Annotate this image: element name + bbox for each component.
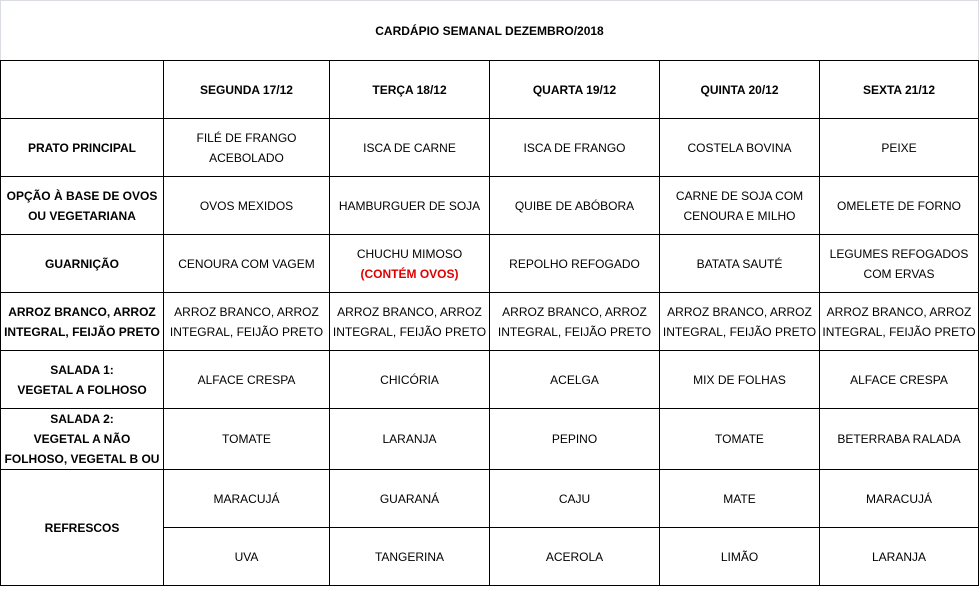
menu-row [1,409,979,470]
menu-cell-line: CARNE DE SOJA COM [675,188,804,203]
menu-cell-line: ACELGA [550,372,599,387]
menu-row [1,177,979,235]
row-label-line: GUARNIÇÃO [45,256,119,271]
menu-cell [490,293,660,351]
menu-cell-line: ACEBOLADO [209,150,284,165]
menu-cell [490,119,660,177]
row-label-line: PRATO PRINCIPAL [27,140,136,155]
menu-cell-line: ALFACE CRESPA [197,372,296,387]
row-label-line: SALADA 2: [50,412,114,426]
drink-cell: CAJU [490,470,660,528]
refrescos-row-1 [1,470,979,528]
menu-cell [820,351,979,409]
menu-cell-line: LARANJA [382,432,437,446]
menu-cell [660,177,820,235]
allergen-note: (CONTÉM OVOS) [360,266,459,281]
menu-cell-line: CENOURA E MILHO [683,208,796,223]
row-label [1,177,164,235]
menu-cell-line: TOMATE [222,432,271,446]
menu-row [1,293,979,351]
menu-row [1,351,979,409]
menu-cell [820,409,979,470]
menu-cell-line: ARROZ BRANCO, ARROZ [337,304,482,319]
menu-cell-line: COSTELA BOVINA [687,140,792,155]
menu-cell-line: ARROZ BRANCO, ARROZ [174,304,319,319]
menu-cell-line: PEIXE [881,140,917,155]
menu-cell-line: BATATA SAUTÉ [696,256,783,271]
row-label: REFRESCOS [1,470,164,586]
menu-cell-line: ARROZ BRANCO, ARROZ [826,304,972,319]
menu-cell [330,177,490,235]
menu-cell-line: HAMBURGUER DE SOJA [338,198,481,213]
menu-cell-line: COM ERVAS [863,266,935,281]
menu-cell-line: ALFACE CRESPA [850,372,948,387]
menu-cell-line: ARROZ BRANCO, ARROZ [502,304,647,319]
menu-cell [660,351,820,409]
menu-cell-line: FILÉ DE FRANGO [196,130,297,145]
menu-cell [660,293,820,351]
menu-cell-line: CHICÓRIA [380,372,439,387]
drink-cell: ACEROLA [490,528,660,586]
menu-cell [330,119,490,177]
day-header: SEXTA 21/12 [820,61,979,119]
menu-cell-line: QUIBE DE ABÓBORA [514,198,635,213]
row-label-line: ARROZ BRANCO, ARROZ [8,304,156,319]
menu-cell [820,177,979,235]
menu-cell-line: INTEGRAL, FEIJÃO PRETO [822,324,976,339]
menu-cell-line: ISCA DE FRANGO [523,140,626,155]
header-row [1,61,979,119]
menu-cell [820,235,979,293]
menu-cell-line: BETERRABA RALADA [837,432,961,446]
menu-cell-line: INTEGRAL, FEIJÃO PRETO [332,324,487,339]
drink-cell: MARACUJÁ [820,470,979,528]
menu-cell-line: PEPINO [551,432,598,446]
menu-cell [164,177,330,235]
row-label-line: VEGETAL A NÃO [33,432,131,446]
drink-cell: MARACUJÁ [164,470,330,528]
row-label [1,235,164,293]
menu-cell [164,119,330,177]
menu-cell [490,235,660,293]
menu-cell [660,235,820,293]
menu-cell [330,351,490,409]
menu-cell [330,409,490,470]
weekly-menu-table [0,60,979,586]
drink-cell: GUARANÁ [330,470,490,528]
menu-cell-line: REPOLHO REFOGADO [509,256,640,271]
menu-cell-line: MIX DE FOLHAS [693,372,786,387]
menu-cell-line: OMELETE DE FORNO [836,198,961,213]
menu-cell-line: ISCA DE CARNE [363,140,456,155]
row-label-line: OPÇÃO À BASE DE OVOS [6,188,158,203]
menu-cell [820,119,979,177]
menu-cell [164,293,330,351]
drink-cell: LIMÃO [660,528,820,586]
menu-cell-line: OVOS MEXIDOS [199,198,294,213]
menu-cell-line: CHUCHU MIMOSO [356,246,463,261]
row-label-line: VEGETAL A FOLHOSO [17,382,147,397]
menu-cell [164,351,330,409]
menu-row [1,235,979,293]
drink-cell: LARANJA [820,528,979,586]
row-label-line: SALADA 1: [50,362,114,377]
day-header: QUINTA 20/12 [660,61,820,119]
row-label [1,293,164,351]
menu-cell [490,351,660,409]
row-label-line: OU VEGETARIANA [28,208,136,223]
menu-cell-line: INTEGRAL, FEIJÃO PRETO [169,324,324,339]
menu-row [1,119,979,177]
menu-cell-line: INTEGRAL, FEIJÃO PRETO [497,324,652,339]
menu-cell [660,119,820,177]
drink-cell: TANGERINA [330,528,490,586]
menu-cell [330,235,490,293]
menu-cell [820,293,979,351]
row-label [1,119,164,177]
menu-cell [660,409,820,470]
menu-cell [490,177,660,235]
row-label-line: FOLHOSO, VEGETAL B OU [4,452,160,466]
menu-title: CARDÁPIO SEMANAL DEZEMBRO/2018 [0,0,979,60]
menu-cell-line: TOMATE [715,432,764,446]
menu-cell-line: CENOURA COM VAGEM [178,256,315,271]
menu-cell [330,293,490,351]
menu-cell [164,235,330,293]
header-empty [1,61,164,119]
menu-cell-line: INTEGRAL, FEIJÃO PRETO [662,324,817,339]
day-header: QUARTA 19/12 [490,61,660,119]
drink-cell: MATE [660,470,820,528]
menu-cell [490,409,660,470]
day-header: TERÇA 18/12 [330,61,490,119]
row-label-line: INTEGRAL, FEIJÃO PRETO [4,324,160,339]
drink-cell: UVA [164,528,330,586]
menu-cell-line: ARROZ BRANCO, ARROZ [667,304,812,319]
day-header: SEGUNDA 17/12 [164,61,330,119]
row-label [1,409,164,470]
menu-cell-line: LEGUMES REFOGADOS [829,246,969,261]
menu-cell [164,409,330,470]
row-label [1,351,164,409]
